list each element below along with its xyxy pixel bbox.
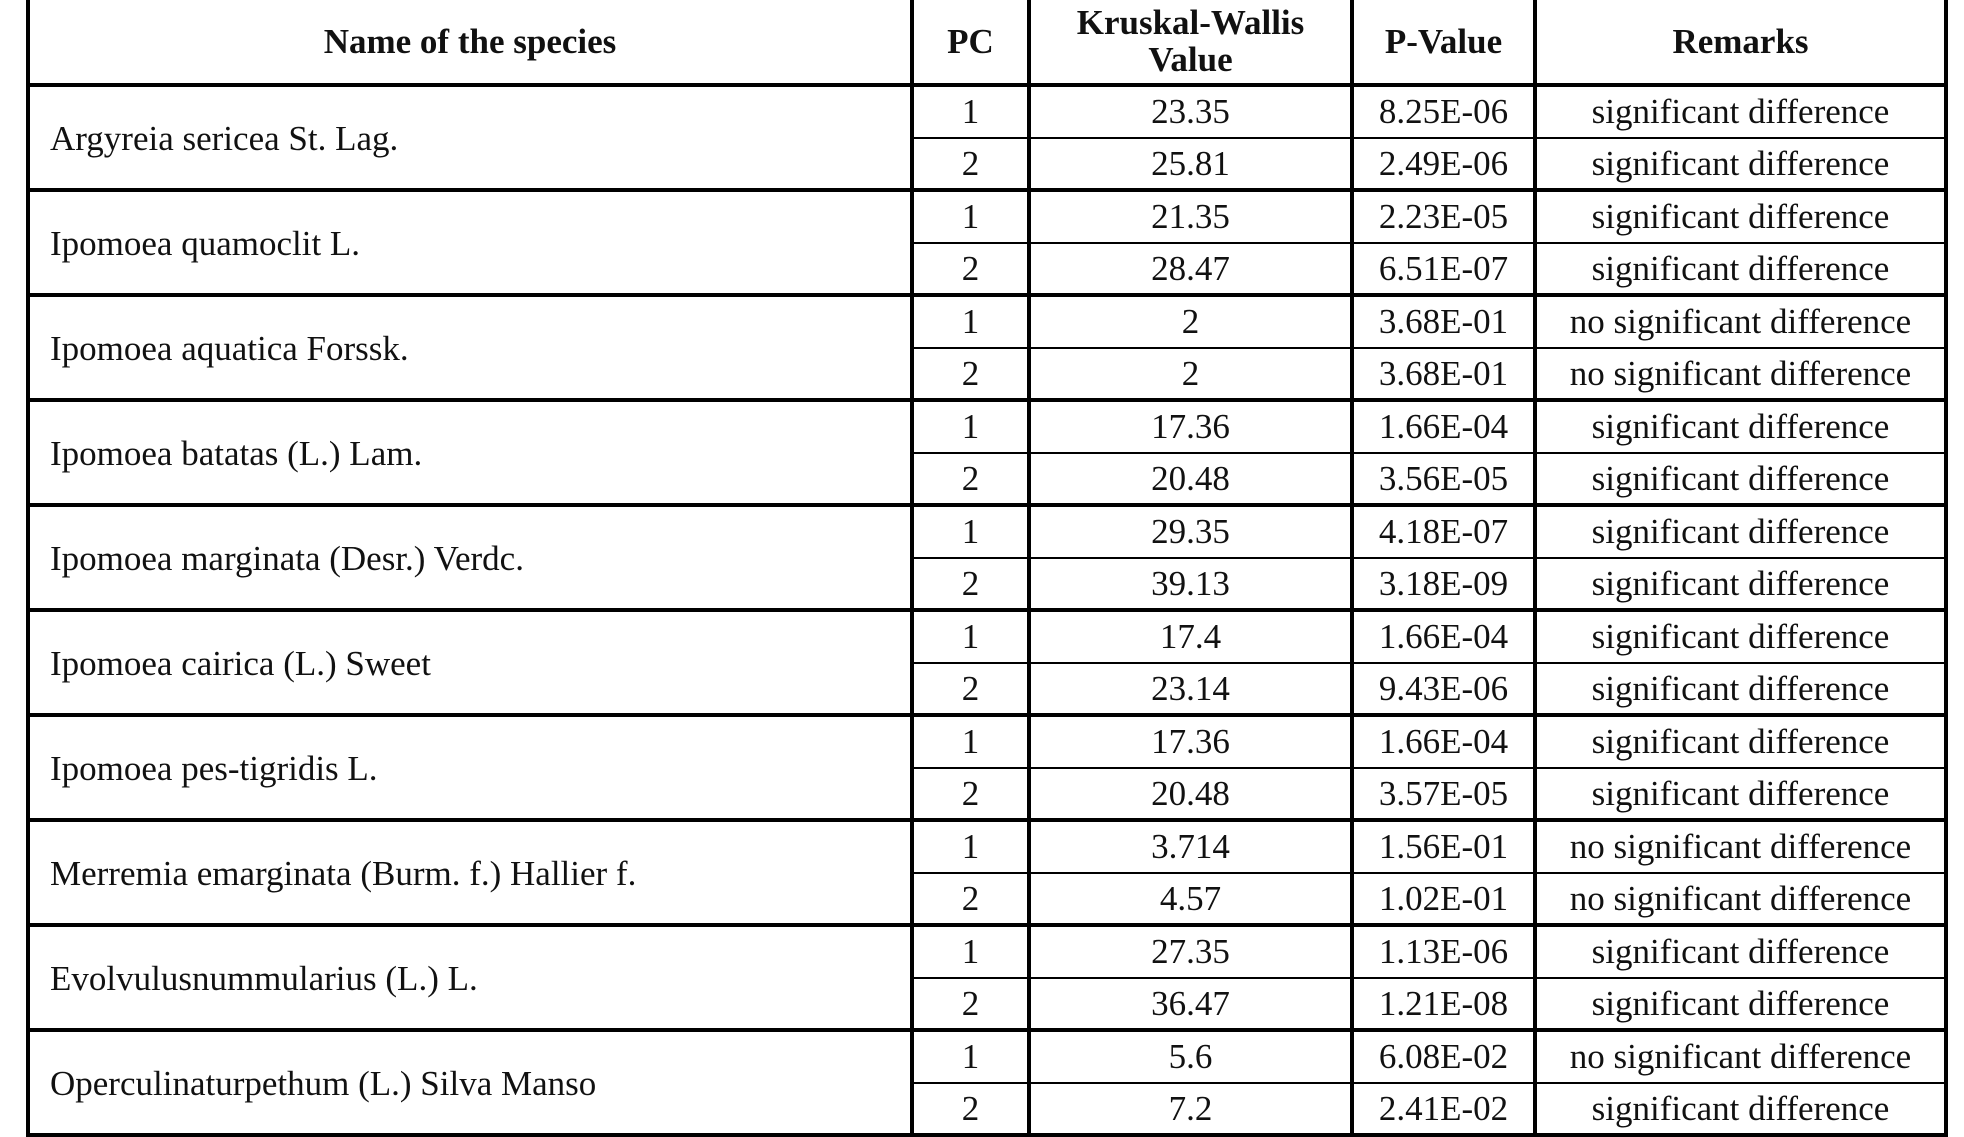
p-value-cell: 8.25E-06 <box>1352 85 1535 138</box>
table-row <box>28 820 1946 873</box>
remarks-cell: no significant difference <box>1535 873 1946 926</box>
pc-cell: 2 <box>912 348 1029 401</box>
pc-cell: 2 <box>912 243 1029 296</box>
remarks-cell: no significant difference <box>1535 1030 1946 1083</box>
remarks-cell: significant difference <box>1535 715 1946 768</box>
remarks-cell: significant difference <box>1535 663 1946 716</box>
header-kruskal-wallis-line2: Value <box>1148 39 1233 79</box>
remarks-cell: significant difference <box>1535 1083 1946 1136</box>
remarks-cell: significant difference <box>1535 138 1946 191</box>
p-value-cell: 6.51E-07 <box>1352 243 1535 296</box>
header-pc: PC <box>912 0 1029 85</box>
species-name-cell: Ipomoea cairica (L.) Sweet <box>28 610 912 715</box>
kruskal-wallis-value-cell: 5.6 <box>1029 1030 1352 1083</box>
kruskal-wallis-value-cell: 23.35 <box>1029 85 1352 138</box>
pc-cell: 2 <box>912 873 1029 926</box>
species-name-cell: Ipomoea marginata (Desr.) Verdc. <box>28 505 912 610</box>
remarks-cell: significant difference <box>1535 85 1946 138</box>
pc-cell: 2 <box>912 978 1029 1031</box>
remarks-cell: significant difference <box>1535 978 1946 1031</box>
remarks-cell: no significant difference <box>1535 348 1946 401</box>
p-value-cell: 2.41E-02 <box>1352 1083 1535 1136</box>
p-value-cell: 3.68E-01 <box>1352 348 1535 401</box>
species-name-cell: Evolvulusnummularius (L.) L. <box>28 925 912 1030</box>
p-value-cell: 1.56E-01 <box>1352 820 1535 873</box>
kruskal-wallis-value-cell: 2 <box>1029 348 1352 401</box>
kruskal-wallis-value-cell: 23.14 <box>1029 663 1352 716</box>
p-value-cell: 2.49E-06 <box>1352 138 1535 191</box>
remarks-cell: significant difference <box>1535 558 1946 611</box>
p-value-cell: 9.43E-06 <box>1352 663 1535 716</box>
pc-cell: 2 <box>912 1083 1029 1136</box>
pc-cell: 1 <box>912 715 1029 768</box>
kruskal-wallis-value-cell: 4.57 <box>1029 873 1352 926</box>
species-name-cell: Ipomoea batatas (L.) Lam. <box>28 400 912 505</box>
header-species: Name of the species <box>28 0 912 85</box>
pc-cell: 1 <box>912 85 1029 138</box>
pc-cell: 1 <box>912 190 1029 243</box>
kruskal-wallis-value-cell: 20.48 <box>1029 768 1352 821</box>
remarks-cell: significant difference <box>1535 768 1946 821</box>
kruskal-wallis-value-cell: 20.48 <box>1029 453 1352 506</box>
table-row <box>28 190 1946 243</box>
kruskal-wallis-value-cell: 2 <box>1029 295 1352 348</box>
p-value-cell: 1.66E-04 <box>1352 400 1535 453</box>
p-value-cell: 1.02E-01 <box>1352 873 1535 926</box>
kruskal-wallis-value-cell: 27.35 <box>1029 925 1352 978</box>
species-name-cell: Ipomoea quamoclit L. <box>28 190 912 295</box>
table-row <box>28 1030 1946 1083</box>
remarks-cell: significant difference <box>1535 925 1946 978</box>
p-value-cell: 4.18E-07 <box>1352 505 1535 558</box>
kruskal-wallis-value-cell: 28.47 <box>1029 243 1352 296</box>
p-value-cell: 3.68E-01 <box>1352 295 1535 348</box>
header-kruskal-wallis <box>1029 0 1352 85</box>
pc-cell: 1 <box>912 925 1029 978</box>
pc-cell: 1 <box>912 400 1029 453</box>
remarks-cell: significant difference <box>1535 243 1946 296</box>
p-value-cell: 1.66E-04 <box>1352 610 1535 663</box>
species-name-cell: Argyreia sericea St. Lag. <box>28 85 912 190</box>
remarks-cell: no significant difference <box>1535 820 1946 873</box>
kruskal-wallis-value-cell: 17.36 <box>1029 400 1352 453</box>
kruskal-wallis-value-cell: 7.2 <box>1029 1083 1352 1136</box>
remarks-cell: significant difference <box>1535 400 1946 453</box>
kruskal-wallis-value-cell: 36.47 <box>1029 978 1352 1031</box>
pc-cell: 1 <box>912 505 1029 558</box>
table-row <box>28 925 1946 978</box>
kruskal-wallis-value-cell: 39.13 <box>1029 558 1352 611</box>
table-row <box>28 715 1946 768</box>
kruskal-wallis-value-cell: 3.714 <box>1029 820 1352 873</box>
pc-cell: 2 <box>912 138 1029 191</box>
header-kruskal-wallis-line1: Kruskal-Wallis <box>1076 2 1305 42</box>
header-row <box>28 0 1946 85</box>
kruskal-wallis-value-cell: 17.4 <box>1029 610 1352 663</box>
pc-cell: 1 <box>912 1030 1029 1083</box>
pc-cell: 2 <box>912 453 1029 506</box>
table-row <box>28 505 1946 558</box>
pc-cell: 2 <box>912 663 1029 716</box>
p-value-cell: 2.23E-05 <box>1352 190 1535 243</box>
p-value-cell: 1.21E-08 <box>1352 978 1535 1031</box>
table-body <box>28 85 1946 1135</box>
table-row <box>28 400 1946 453</box>
kruskal-wallis-value-cell: 29.35 <box>1029 505 1352 558</box>
kruskal-wallis-table <box>26 0 1948 1137</box>
p-value-cell: 3.56E-05 <box>1352 453 1535 506</box>
species-name-cell: Ipomoea pes-tigridis L. <box>28 715 912 820</box>
kruskal-wallis-value-cell: 17.36 <box>1029 715 1352 768</box>
table-row <box>28 295 1946 348</box>
pc-cell: 2 <box>912 768 1029 821</box>
p-value-cell: 6.08E-02 <box>1352 1030 1535 1083</box>
species-name-cell: Operculinaturpethum (L.) Silva Manso <box>28 1030 912 1135</box>
p-value-cell: 3.57E-05 <box>1352 768 1535 821</box>
remarks-cell: significant difference <box>1535 453 1946 506</box>
pc-cell: 1 <box>912 295 1029 348</box>
remarks-cell: significant difference <box>1535 610 1946 663</box>
p-value-cell: 1.13E-06 <box>1352 925 1535 978</box>
pc-cell: 1 <box>912 820 1029 873</box>
remarks-cell: no significant difference <box>1535 295 1946 348</box>
remarks-cell: significant difference <box>1535 505 1946 558</box>
species-name-cell: Merremia emarginata (Burm. f.) Hallier f. <box>28 820 912 925</box>
kruskal-wallis-value-cell: 25.81 <box>1029 138 1352 191</box>
pc-cell: 1 <box>912 610 1029 663</box>
header-remarks: Remarks <box>1535 0 1946 85</box>
remarks-cell: significant difference <box>1535 190 1946 243</box>
p-value-cell: 1.66E-04 <box>1352 715 1535 768</box>
species-name-cell: Ipomoea aquatica Forssk. <box>28 295 912 400</box>
kruskal-wallis-value-cell: 21.35 <box>1029 190 1352 243</box>
table-row <box>28 610 1946 663</box>
p-value-cell: 3.18E-09 <box>1352 558 1535 611</box>
header-p-value: P-Value <box>1352 0 1535 85</box>
pc-cell: 2 <box>912 558 1029 611</box>
table-row <box>28 85 1946 138</box>
